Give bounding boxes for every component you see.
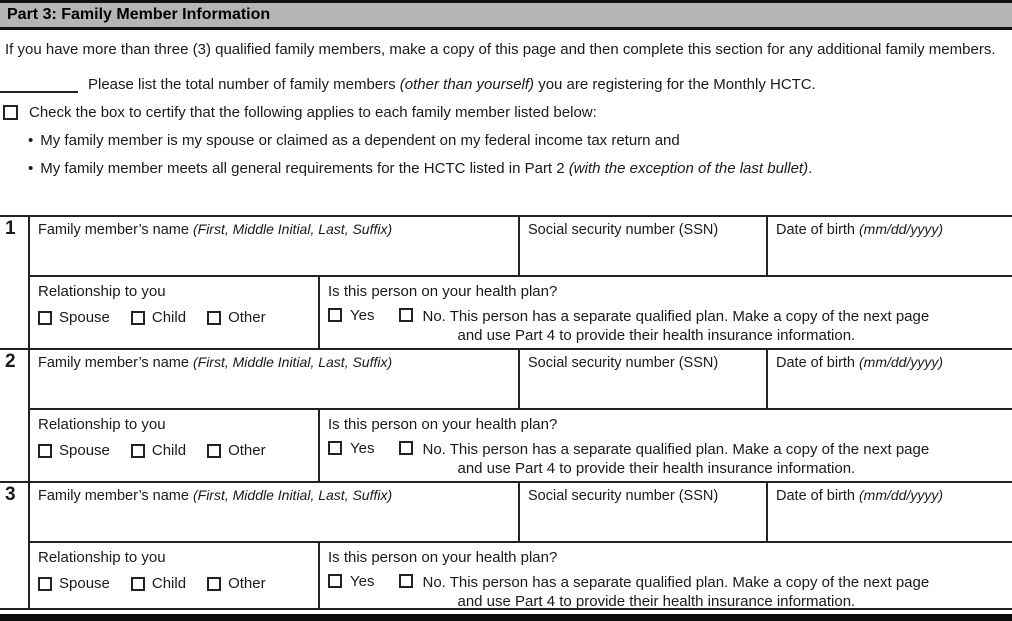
page-bottom-rule <box>0 614 1012 621</box>
other-checkbox[interactable] <box>207 444 221 458</box>
rel-strip <box>30 410 1012 481</box>
spouse-label: Spouse <box>59 575 110 592</box>
name-strip <box>30 217 1012 277</box>
total-count-blank[interactable] <box>0 76 78 93</box>
no-label-line2: and use Part 4 to provide their health insurance information. <box>457 327 856 344</box>
relationship-cell <box>30 543 320 608</box>
family-row-2 <box>0 350 1012 483</box>
family-row-1 <box>0 217 1012 350</box>
total-text-before: Please list the total number of family members <box>88 76 400 93</box>
part-header <box>0 0 1012 30</box>
other-label: Other <box>228 309 266 326</box>
bullet-text: My family member is my spouse or claimed as a dependent on my federal income tax return and <box>40 132 680 149</box>
dob-label: Date of birth <box>776 355 860 371</box>
no-label-line2: and use Part 4 to provide their health insurance information. <box>457 460 856 477</box>
child-checkbox[interactable] <box>131 577 145 591</box>
total-text-italic: (other than yourself) <box>399 76 535 93</box>
dob-cell[interactable] <box>768 350 1012 408</box>
dob-cell[interactable] <box>768 483 1012 541</box>
bullet-dot: • <box>28 160 34 177</box>
row-number: 2 <box>0 350 30 481</box>
child-checkbox[interactable] <box>131 444 145 458</box>
child-label: Child <box>151 575 187 592</box>
health-plan-cell <box>320 543 1012 608</box>
intro-text: If you have more than three (3) qualified family members, make a copy of this page and then complete this section for any additional family members. <box>5 41 996 58</box>
rel-strip <box>30 277 1012 348</box>
health-plan-question: Is this person on your health plan? <box>328 416 558 433</box>
family-row-3 <box>0 483 1012 610</box>
dob-hint: (mm/dd/yyyy) <box>859 221 944 237</box>
part-title: Part 3: Family Member Information <box>7 6 271 23</box>
no-label <box>422 440 929 478</box>
name-hint: (First, Middle Initial, Last, Suffix) <box>192 354 393 370</box>
health-plan-question: Is this person on your health plan? <box>328 549 558 566</box>
no-label-line1: No. This person has a separate qualified plan. Make a copy of the next page <box>422 308 930 325</box>
bullet-dot: • <box>28 132 34 149</box>
bullet-text: My family member meets all general requirements for the HCTC listed in Part 2 <box>40 160 569 177</box>
name-label: Family member’s name <box>38 355 193 371</box>
child-label: Child <box>151 309 187 326</box>
no-label <box>422 307 929 345</box>
name-label: Family member’s name <box>38 488 193 504</box>
relationship-options <box>38 309 314 326</box>
yes-checkbox[interactable] <box>328 308 342 322</box>
total-count-line <box>0 76 1012 93</box>
name-strip <box>30 483 1012 543</box>
relationship-label: Relationship to you <box>38 549 166 566</box>
rel-strip <box>30 543 1012 608</box>
relationship-label: Relationship to you <box>38 283 166 300</box>
ssn-cell[interactable] <box>520 350 768 408</box>
child-label: Child <box>151 442 187 459</box>
family-member-name-cell[interactable] <box>30 483 520 541</box>
health-plan-options <box>328 573 1008 611</box>
relationship-label: Relationship to you <box>38 416 166 433</box>
other-label: Other <box>228 442 266 459</box>
bullet-italic: (with the exception of the last bullet) <box>568 160 809 177</box>
name-label: Family member’s name <box>38 222 193 238</box>
ssn-cell[interactable] <box>520 483 768 541</box>
yes-label: Yes <box>350 573 375 590</box>
certify-label: Check the box to certify that the following applies to each family member listed below: <box>29 104 597 121</box>
bullet-suffix: . <box>808 160 813 177</box>
bullet-item <box>28 132 1012 150</box>
no-label <box>422 573 929 611</box>
yes-label: Yes <box>350 307 375 324</box>
family-member-name-cell[interactable] <box>30 217 520 275</box>
no-label-line1: No. This person has a separate qualified plan. Make a copy of the next page <box>422 441 930 458</box>
no-checkbox[interactable] <box>399 574 413 588</box>
dob-label: Date of birth <box>776 488 860 504</box>
spouse-checkbox[interactable] <box>38 444 52 458</box>
ssn-cell[interactable] <box>520 217 768 275</box>
health-plan-cell <box>320 277 1012 348</box>
dob-cell[interactable] <box>768 217 1012 275</box>
row-number: 3 <box>0 483 30 608</box>
health-plan-options <box>328 440 1008 478</box>
health-plan-cell <box>320 410 1012 481</box>
relationship-cell <box>30 277 320 348</box>
yes-label: Yes <box>350 440 375 457</box>
total-text-after: you are registering for the Monthly HCTC. <box>534 76 816 93</box>
yes-checkbox[interactable] <box>328 441 342 455</box>
ssn-label: Social security number (SSN) <box>528 355 719 371</box>
no-label-line1: No. This person has a separate qualified plan. Make a copy of the next page <box>422 574 930 591</box>
certify-checkbox[interactable] <box>3 105 18 120</box>
ssn-label: Social security number (SSN) <box>528 222 719 238</box>
relationship-options <box>38 575 314 592</box>
relationship-options <box>38 442 314 459</box>
child-checkbox[interactable] <box>131 311 145 325</box>
no-label-line2: and use Part 4 to provide their health insurance information. <box>457 593 856 610</box>
ssn-label: Social security number (SSN) <box>528 488 719 504</box>
dob-label: Date of birth <box>776 222 860 238</box>
name-hint: (First, Middle Initial, Last, Suffix) <box>192 487 393 503</box>
health-plan-question: Is this person on your health plan? <box>328 283 558 300</box>
dob-hint: (mm/dd/yyyy) <box>859 487 944 503</box>
no-checkbox[interactable] <box>399 441 413 455</box>
no-checkbox[interactable] <box>399 308 413 322</box>
spouse-checkbox[interactable] <box>38 311 52 325</box>
other-label: Other <box>228 575 266 592</box>
spouse-label: Spouse <box>59 309 110 326</box>
dob-hint: (mm/dd/yyyy) <box>859 354 944 370</box>
certify-bullets <box>28 132 1012 178</box>
row-number: 1 <box>0 217 30 348</box>
bullet-item <box>28 160 1012 178</box>
name-strip <box>30 350 1012 410</box>
spouse-checkbox[interactable] <box>38 577 52 591</box>
family-member-name-cell[interactable] <box>30 350 520 408</box>
spouse-label: Spouse <box>59 442 110 459</box>
total-count-text <box>88 76 816 93</box>
other-checkbox[interactable] <box>207 311 221 325</box>
health-plan-options <box>328 307 1008 345</box>
yes-checkbox[interactable] <box>328 574 342 588</box>
family-member-table <box>0 215 1012 610</box>
other-checkbox[interactable] <box>207 577 221 591</box>
relationship-cell <box>30 410 320 481</box>
certify-line <box>0 104 1012 121</box>
name-hint: (First, Middle Initial, Last, Suffix) <box>192 221 393 237</box>
